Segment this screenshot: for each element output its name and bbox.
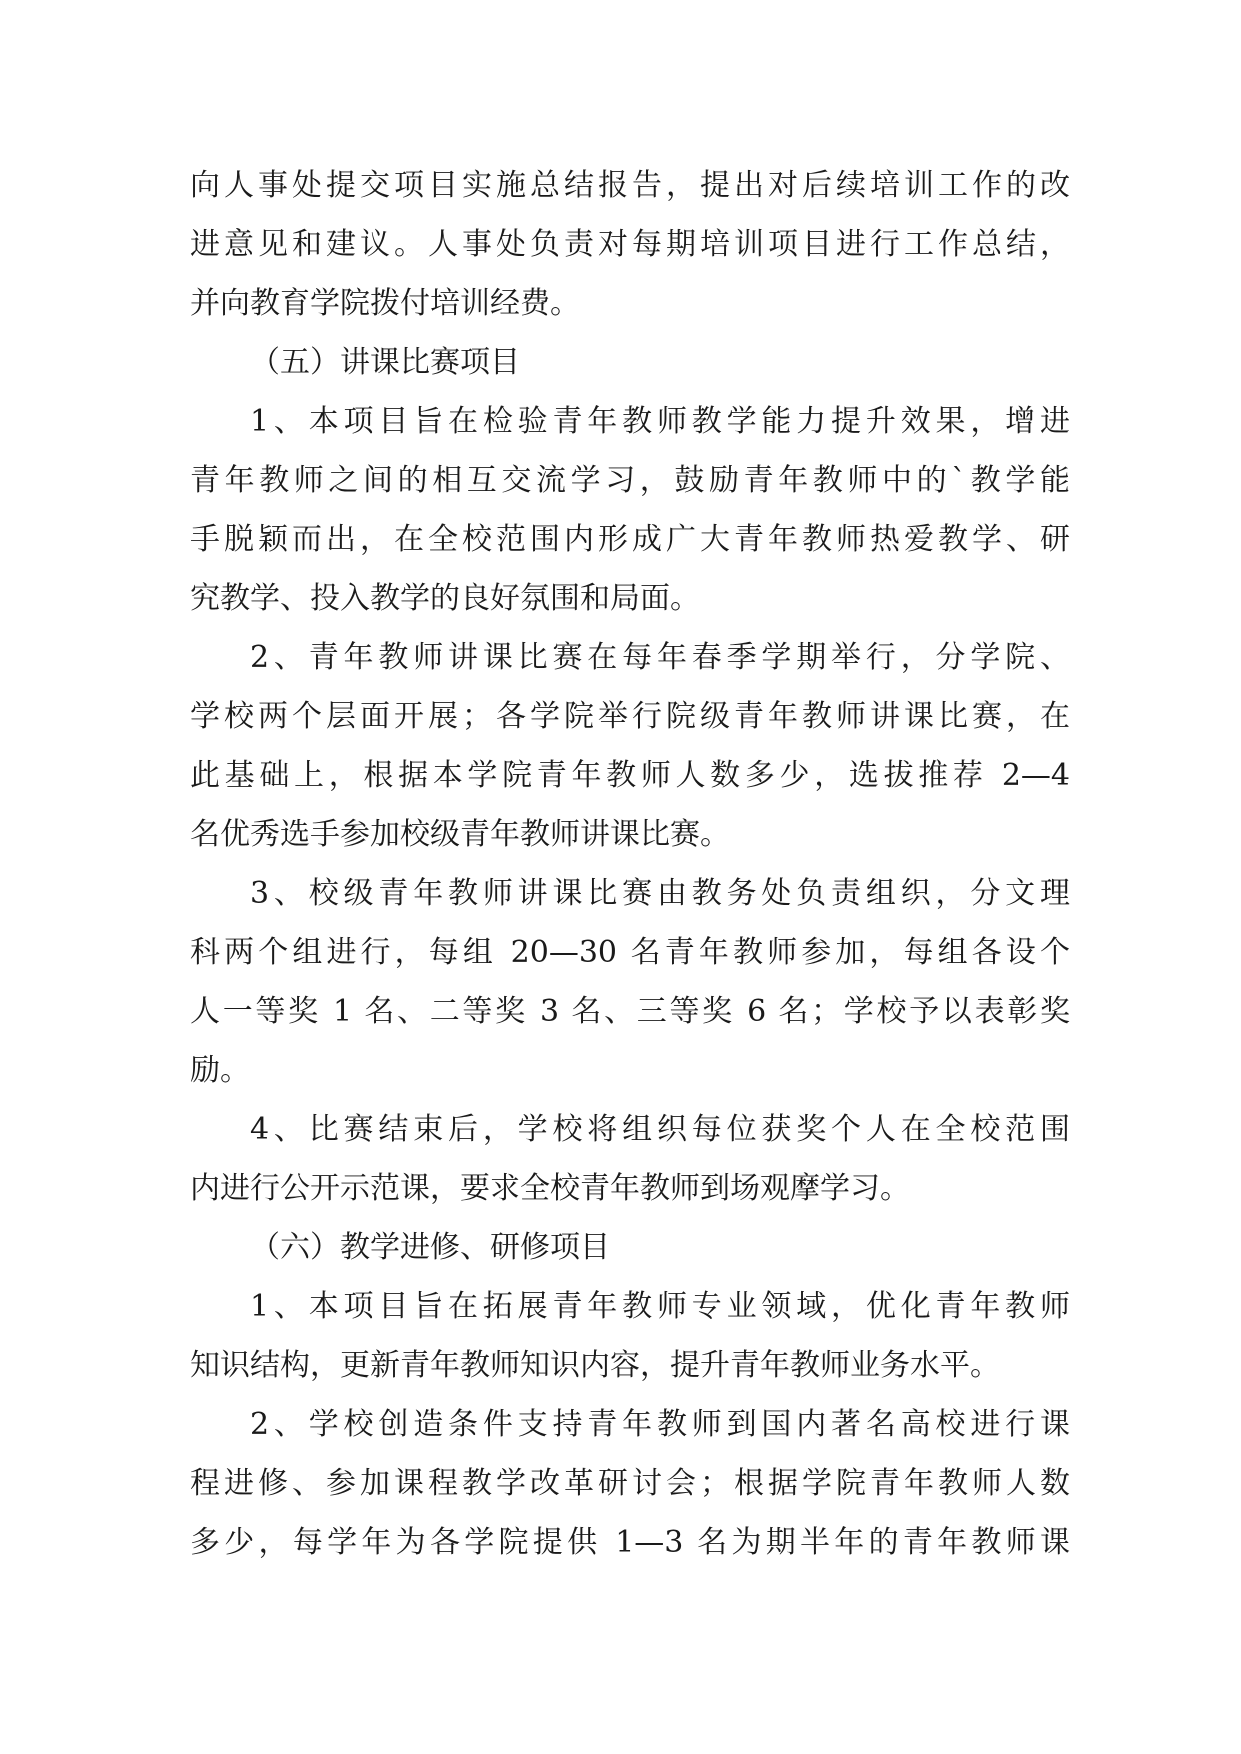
document-body <box>190 156 1070 1572</box>
section-heading-6: （六）教学进修、研修项目 <box>250 1230 610 1265</box>
paragraph-line: 学校两个层面开展；各学院举行院级青年教师讲课比赛，在 <box>190 699 1070 734</box>
paragraph-line: 进意见和建议。人事处负责对每期培训项目进行工作总结， <box>190 227 1070 262</box>
paragraph-line: 名优秀选手参加校级青年教师讲课比赛。 <box>190 817 730 852</box>
paragraph-line: 励。 <box>190 1053 250 1088</box>
paragraph-line: 向人事处提交项目实施总结报告，提出对后续培训工作的改 <box>190 168 1070 203</box>
paragraph-line: 此基础上，根据本学院青年教师人数多少，选拔推荐 2—4 <box>190 758 1070 793</box>
paragraph-line: 并向教育学院拨付培训经费。 <box>190 286 580 321</box>
paragraph-line: 究教学、投入教学的良好氛围和局面。 <box>190 581 700 616</box>
paragraph-line: 4、比赛结束后，学校将组织每位获奖个人在全校范围 <box>250 1112 1070 1147</box>
paragraph-line: 程进修、参加课程教学改革研讨会；根据学院青年教师人数 <box>190 1466 1070 1501</box>
paragraph-line: 知识结构，更新青年教师知识内容，提升青年教师业务水平。 <box>190 1348 1000 1383</box>
paragraph-line: 1、本项目旨在拓展青年教师专业领域，优化青年教师 <box>250 1289 1070 1324</box>
paragraph-line: 内进行公开示范课，要求全校青年教师到场观摩学习。 <box>190 1171 910 1206</box>
paragraph-line: 多少，每学年为各学院提供 1—3 名为期半年的青年教师课 <box>190 1525 1070 1560</box>
section-heading-5: （五）讲课比赛项目 <box>250 345 520 380</box>
paragraph-line: 3、校级青年教师讲课比赛由教务处负责组织，分文理 <box>250 876 1070 911</box>
paragraph-line: 青年教师之间的相互交流学习，鼓励青年教师中的`教学能 <box>190 463 1070 498</box>
paragraph-line: 2、学校创造条件支持青年教师到国内著名高校进行课 <box>250 1407 1070 1442</box>
paragraph-line: 2、青年教师讲课比赛在每年春季学期举行，分学院、 <box>250 640 1070 675</box>
paragraph-line: 科两个组进行，每组 20—30 名青年教师参加，每组各设个 <box>190 935 1070 970</box>
paragraph-line: 1、本项目旨在检验青年教师教学能力提升效果，增进 <box>250 404 1070 439</box>
paragraph-line: 手脱颖而出，在全校范围内形成广大青年教师热爱教学、研 <box>190 522 1070 557</box>
paragraph-line: 人一等奖 1 名、二等奖 3 名、三等奖 6 名；学校予以表彰奖 <box>190 994 1070 1029</box>
